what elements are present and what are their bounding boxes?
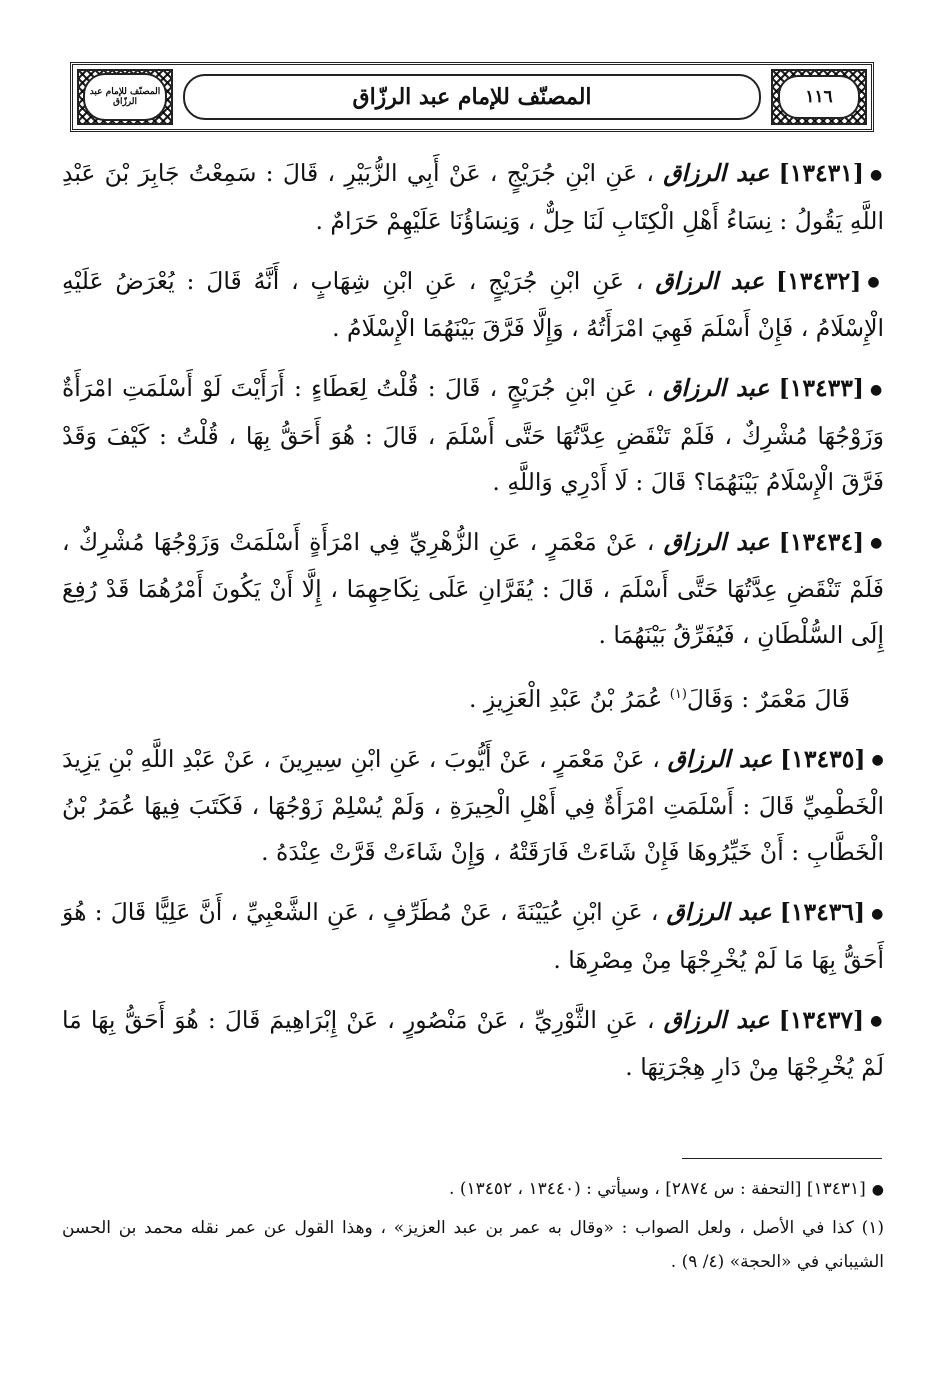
hadith-number: [١٣٤٣٧] — [778, 1005, 865, 1034]
narrator-name: عبد الرزاق — [655, 266, 765, 295]
hadith-paragraph — [62, 997, 884, 1091]
bullet-icon: ● — [871, 905, 884, 922]
footnote-divider — [682, 1158, 882, 1159]
hadith-number: [١٣٤٣٣] — [778, 374, 864, 402]
hadith-number: [١٣٤٣١] — [778, 159, 864, 187]
narrator-name: عبد الرزاق — [663, 1005, 770, 1034]
hadith-paragraph — [62, 365, 884, 505]
takhrij-note — [62, 1172, 884, 1207]
book-logo: المصنّف للإمام عبد الرزّاق — [83, 73, 167, 121]
footnote-1: (١) كذا في الأصل ، ولعل الصواب : «وقال به عمر بن عبد العزيز» ، وهذا القول عن عمر نقله محمد بن الحسن الشيباني في «الحجة» (٤/ ٩) . — [62, 1217, 884, 1272]
footnote-marker[interactable]: (١) — [669, 687, 687, 702]
commentary-text-end: عُمَرُ بْنُ عَبْدِ الْعَزِيزِ . — [468, 684, 663, 713]
bullet-icon: ● — [871, 752, 884, 769]
hadith-text: ، عَنْ مَعْمَرٍ ، عَنِ الزُّهْرِيِّ فِي امْرَأَةٍ أَسْلَمَتْ وَزَوْجُهَا مُشْرِكٌ ، فَلَمْ تَنْقَضِ عِدَّتُهَا حَتَّى أَسْلَمَ ، قَالَ : يُقَرَّانِ عَلَى نِكَاحِهِمَا ، إِلَّا أَنْ يَكُونَ أَمْرُهُمَا قَدْ رُفِعَ إِلَى السُّلْطَانِ ، فَيُفَرِّقُ بَيْنَهُمَا . — [62, 527, 884, 649]
hadith-paragraph — [62, 519, 884, 659]
hadith-text: ، عَنِ ابْنِ عُيَيْنَةَ ، عَنْ مُطَرِّفٍ ، عَنِ الشَّعْبِيِّ ، أَنَّ عَلِيًّا قَالَ : هُوَ أَحَقُّ بِهَا مَا لَمْ يُخْرِجْهَا مِنْ مِصْرِهَا . — [62, 898, 884, 974]
hadith-number: [١٣٤٣٢] — [775, 266, 862, 295]
footnotes — [62, 1172, 884, 1283]
hadith-text: ، عَنِ ابْنِ جُرَيْجٍ ، عَنْ أَبِي الزُّبَيْرِ ، قَالَ : سَمِعْتُ جَابِرَ بْنَ عَبْدِ اللَّهِ يَقُولُ : نِسَاءُ أَهْلِ الْكِتَابِ لَنَا حِلٌّ ، وَنِسَاؤُنَا عَلَيْهِمْ حَرَامٌ . — [62, 159, 884, 235]
commentary-line — [62, 672, 884, 722]
hadith-text: ، عَنِ الثَّوْرِيِّ ، عَنْ مَنْصُورٍ ، عَنْ إِبْرَاهِيمَ قَالَ : هُوَ أَحَقُّ بِهَا مَا لَمْ يُخْرِجْهَا مِنْ دَارِ هِجْرَتِهَا . — [62, 1005, 884, 1082]
hadith-text: ، عَنِ ابْنِ جُرَيْجٍ ، قَالَ : قُلْتُ لِعَطَاءٍ : أَرَأَيْتَ لَوْ أَسْلَمَتِ امْرَأَةٌ وَزَوْجُهَا مُشْرِكٌ ، فَلَمْ تَنْقَضِ عِدَّتُهَا حَتَّى أَسْلَمَ ، قَالَ : هُوَ أَحَقُّ بِهَا ، قُلْتُ : كَيْفَ وَقَدْ فَرَّقَ الْإِسْلَامُ بَيْنَهُمَا؟ قَالَ : لَا أَدْرِي وَاللَّهِ . — [62, 374, 884, 496]
narrator-name: عبد الرزاق — [666, 898, 772, 927]
commentary-text-start: قَالَ مَعْمَرٌ : وَقَالَ — [686, 684, 850, 713]
running-title: المصنّف للإمام عبد الرزّاق — [183, 74, 761, 120]
hadith-number: [١٣٤٣٦] — [779, 898, 866, 927]
bullet-icon: ● — [870, 166, 884, 183]
hadith-number: [١٣٤٣٤] — [778, 527, 865, 556]
bullet-icon: ● — [869, 381, 884, 398]
takhrij-text: [١٣٤٣١] [التحفة : س ٢٨٧٤] ، وسيأتي : (١٣٤٤٠ ، ١٣٤٥٢) . — [449, 1179, 866, 1199]
bullet-icon: ● — [871, 1181, 884, 1198]
narrator-name: عبد الرزاق — [663, 159, 770, 187]
bullet-icon: ● — [870, 535, 884, 551]
hadith-number: [١٣٤٣٥] — [780, 744, 866, 773]
hadith-paragraph — [62, 736, 884, 876]
bullet-icon: ● — [870, 1013, 884, 1030]
narrator-name: عبد الرزاق — [663, 374, 770, 402]
hadith-text: ، عَنْ مَعْمَرٍ ، عَنْ أَيُّوبَ ، عَنِ ابْنِ سِيرِينَ ، عَنْ عَبْدِ اللَّهِ بْنِ يَزِيدَ الْخَطْمِيِّ قَالَ : أَسْلَمَتِ امْرَأَةٌ فِي أَهْلِ الْحِيرَةِ ، وَلَمْ يُسْلِمْ زَوْجُهَا ، فَكَتَبَ فِيهَا عُمَرُ بْنُ الْخَطَّابِ : أَنْ خَيِّرُوهَا فَإِنْ شَاءَتْ فَارَقَتْهُ ، وَإِنْ شَاءَتْ قَرَّتْ عِنْدَهُ . — [62, 744, 884, 867]
page-number-ornament — [771, 69, 867, 125]
page-header — [70, 62, 874, 132]
hadith-paragraph — [62, 889, 884, 983]
main-text — [62, 150, 884, 1104]
narrator-name: عبد الرزاق — [663, 527, 770, 556]
book-logo-ornament — [77, 69, 173, 125]
hadith-paragraph — [62, 258, 884, 352]
hadith-paragraph — [62, 150, 884, 244]
page-number: ١١٦ — [778, 75, 860, 119]
bullet-icon: ● — [867, 274, 884, 290]
hadith-text: ، عَنِ ابْنِ جُرَيْجٍ ، عَنِ ابْنِ شِهَابٍ ، أَنَّهُ قَالَ : يُعْرَضُ عَلَيْهِ الْإِسْلَامُ ، فَإِنْ أَسْلَمَ فَهِيَ امْرَأَتُهُ ، وَإِلَّا فَرَّقَ بَيْنَهُمَا الْإِسْلَامُ . — [62, 266, 884, 342]
narrator-name: عبد الرزاق — [667, 744, 773, 773]
